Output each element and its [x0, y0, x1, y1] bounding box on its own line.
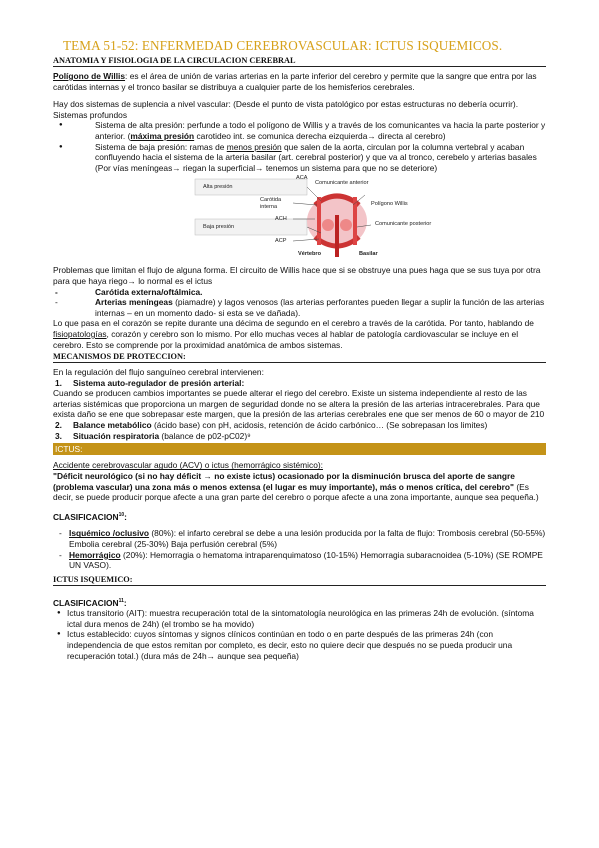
ach-label: ACH [275, 216, 287, 223]
willis-paragraph [53, 71, 546, 92]
alta-label: Alta presión [203, 184, 233, 191]
list-item: - Isquémico /oclusivo (80%): el infarto cerebral se debe a una lesión producida por la falta de flujo: Trombosis cerebral (50-55%) Embolia cerebral (25-30%) Baja perfusión cerebral (5%) [53, 528, 546, 549]
list-item: - Arterias meníngeas (piamadre) y lagos venosos (las arterias perforantes pueden llegar a suplir la función de las arterias internas – en un momento dado- si esta se ve dañada). [53, 297, 546, 318]
poligono-label: Polígono Willis [371, 201, 408, 208]
protection-heading: MECANISMOS DE PROTECCION: [53, 352, 546, 363]
vascular-intro: Hay dos sistemas de suplencia a nivel vascular: (Desde el punto de vista patológico por estas estructuras no debería ocurrir). Sistemas profundos [53, 99, 519, 120]
baja-label: Baja presión [203, 224, 235, 231]
heart-brain-paragraph: Lo que pasa en el corazón se repite durante una décima de segundo en el cerebro a través de la carótida. Por tanto, hablando de fisiopatologías, corazón y cerebro son lo mismo. Por ello muchas veces al hablar de patología cardiovascular se incluye en el cerebro. Esto se comprende por la proximidad anatómica de ambos sistemas. [53, 318, 534, 350]
ictus-section-bar: ICTUS: [53, 443, 546, 455]
clasificacion-heading: CLASIFICACION$^{10}$: [53, 511, 127, 522]
alternative-routes-list [53, 287, 546, 319]
com-ant-label: Comunicante anterior [315, 180, 369, 187]
ictus-isquemico-list [53, 608, 546, 661]
list-item: 1. Sistema auto-regulador de presión arterial: [55, 377, 245, 388]
brain-vessels-image [307, 195, 367, 257]
ictus-isquemico-heading: ICTUS ISQUEMICO: [53, 575, 546, 586]
ictus-definition: "Déficit neurológico (si no hay déficit → no existe ictus) ocasionado por la disminución brusca del aporte de sangre (problema vascular) una zona más o menos extensa (el lugar es muy importante), más o menos crítica, del cerebro" (Es decir, se puede producir porque afecte a una gran parte del cerebro o porque afecte a una zona importante, aunque sea pequeña.) [53, 471, 539, 503]
protection-list [53, 378, 546, 389]
protection-list-continued [53, 420, 546, 441]
list-item: - Carótida externa/oftálmica. [53, 287, 546, 298]
list-item: ● Sistema de baja presión: ramas de menos presión que salen de la aorta, circulan por la columna vertebral y acaban confluyendo hacia el sistema de la arteria basilar (art. cerebral posterior) y que va al tronco, cerebelo y arterias basales (Por vías meníngeas→ riegan la superficial→ tenemos un sistema para que no se deteriore) [53, 142, 546, 174]
protection-intro: En la regulación del flujo sanguíneo cerebral intervienen: [53, 367, 264, 378]
acv-subheading: Accidente cerebrovascular agudo (ACV) o ictus (hemorrágico sistémico): [53, 460, 323, 471]
pressure-systems-list [53, 120, 546, 173]
vertebro-label: Vértebro [298, 251, 322, 258]
aca-label: ACA [296, 175, 308, 182]
problems-intro: Problemas que limitan el flujo de alguna forma. El circuito de Willis hace que si se obstruye una pues haga que se sus tuya por otra para que haya riego→ lo normal es el ictus [53, 265, 541, 286]
clasificacion-heading-2: CLASIFICACION$^{11}$: [53, 597, 127, 608]
list-item: ● Sistema de alta presión: perfunde a todo el polígono de Willis y a través de los comunicantes va hacia la parte posterior y anterior. (máxima presión carotideo int. se comunica derecha eizquierda→ directa al cerebro) [53, 120, 546, 141]
willis-diagram [53, 175, 546, 259]
autoregulation-text: Cuando se producen cambios importantes se puede alterar el riego del cerebro. Existe un sistema independiente al resto de las arterias sistémicas que proporciona un margen de seguridad donde no se altera la presión de las arterias intracerebrales. Para que exista daño se ene que sobrepasar este margen, que la presión de las arterias cerebrales ene que ser menos de 60 o mayor de 210 [53, 388, 545, 420]
acp-label: ACP [275, 238, 287, 245]
list-item: 2. Balance metabólico (ácido base) con pH, acidosis, retención de ácido carbónico… (Se sobrepasan los limites) [55, 420, 488, 431]
list-item: - Hemorrágico (20%): Hemorragia o hematoma intraparenquimatoso (10-15%) Hemorragia subaracnoidea (5-10%) (SE ROMPE UN VASO). [53, 550, 546, 571]
willis-text: : es el área de unión de varias arterias en la parte inferior del cerebro y permite que la sangre que entra por las carótidas internas y el tronco basilar se distribuya a cualquier parte de los hemisferios cerebrales. [53, 71, 537, 92]
carotida-label: Carótida interna [260, 197, 282, 210]
list-item: 3. Situación respiratoria (balance de p02-pC02)⁹ [55, 430, 251, 441]
page-title: TEMA 51-52: ENFERMEDAD CEREBROVASCULAR: ICTUS ISQUEMICOS. [63, 38, 503, 53]
anatomy-heading: ANATOMIA Y FISIOLOGIA DE LA CIRCULACION CEREBRAL [53, 56, 546, 67]
list-item: ● Ictus establecido: cuyos síntomas y signos clínicos continúan en todo o en parte después de las primeras 24h (con independencia de que estos remitan por completo, es decir, esto no quiere decir que después no se pueda producir una recuperación total.) (dura más de 24h→ aunque sea pequeña) [53, 629, 546, 661]
com-post-label: Comunicante posterior [375, 221, 432, 228]
list-item: ● Ictus transitorio (AIT): muestra recuperación total de la sintomatología neurológica en las primeras 24h de evolución. (síntoma ictal dura menos de 24h) (el trombo se ha movido) [53, 608, 546, 629]
ictus-types-list [53, 528, 546, 570]
document-page [53, 38, 546, 661]
willis-figure [53, 175, 546, 259]
willis-term: Polígono de Willis [53, 71, 126, 81]
basilar-label: Basilar [359, 251, 378, 258]
